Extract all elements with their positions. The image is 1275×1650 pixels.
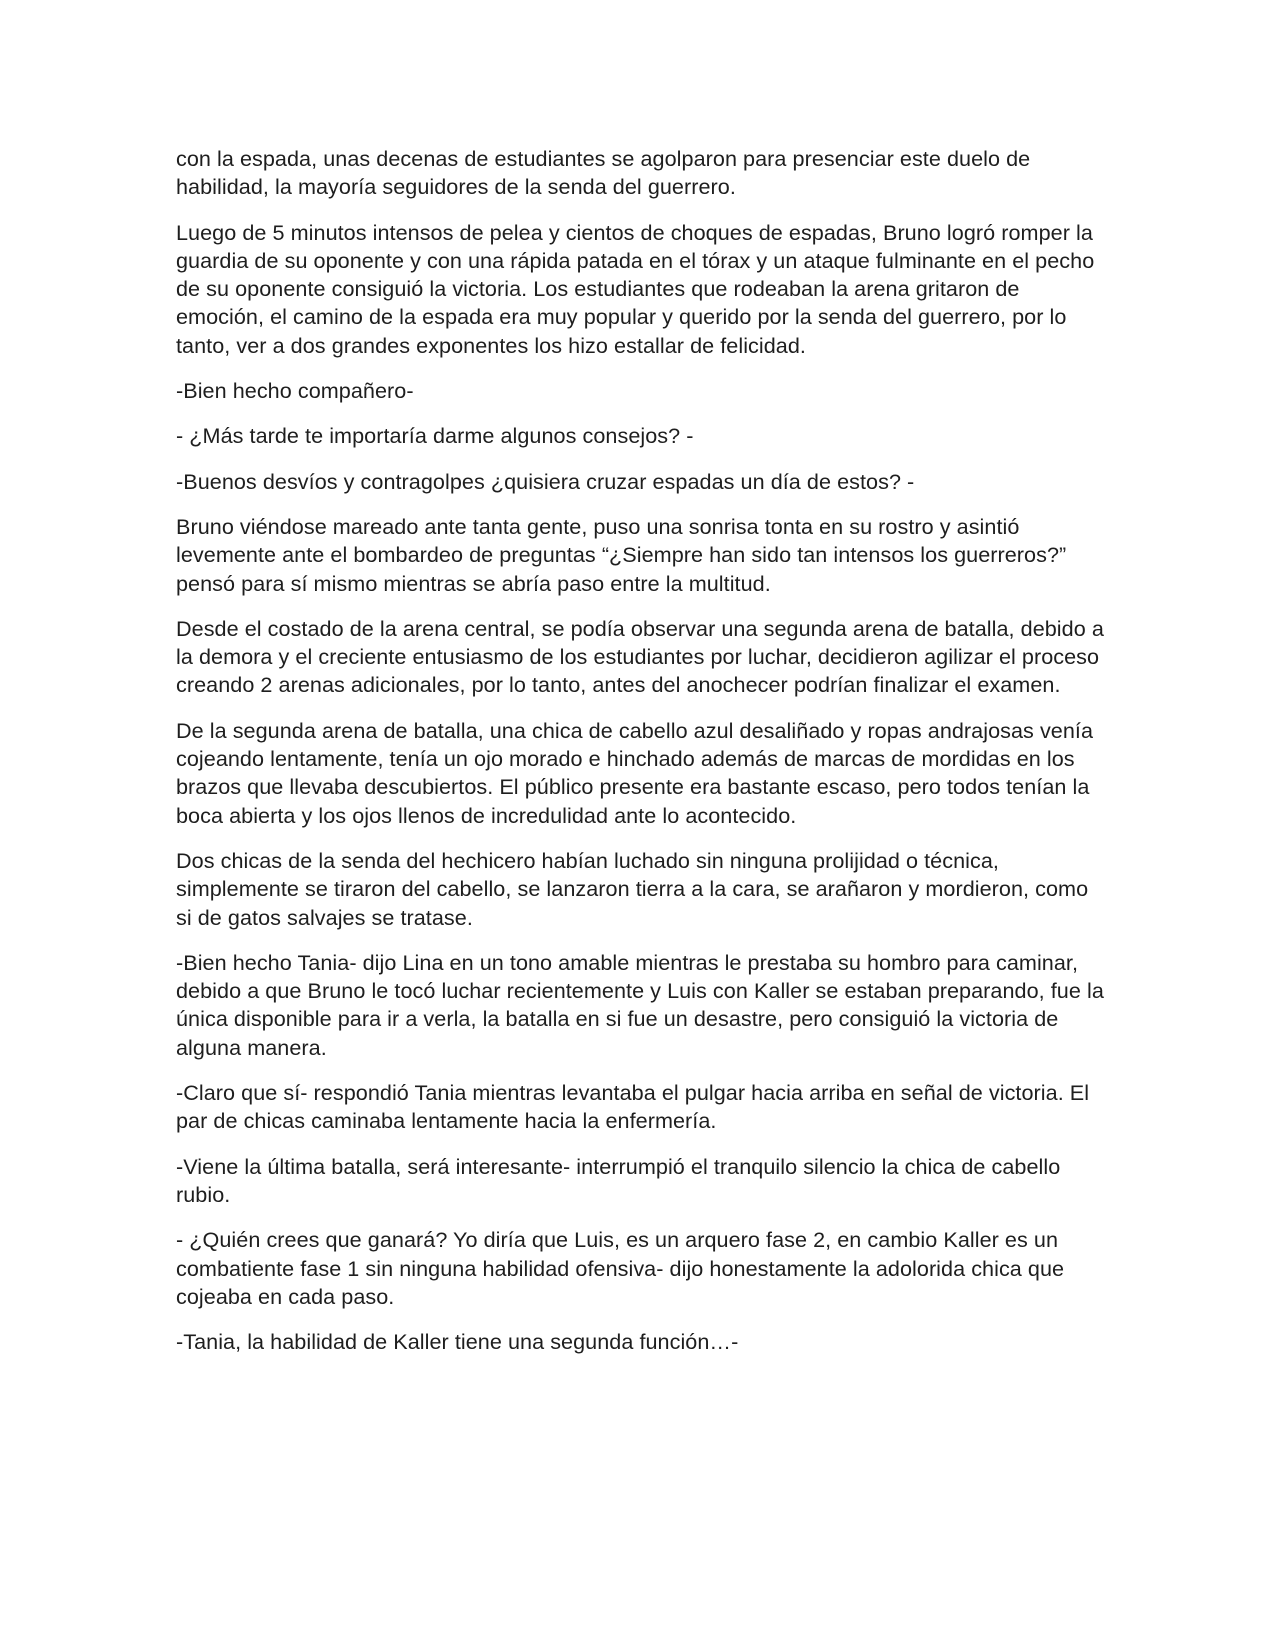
- paragraph: De la segunda arena de batalla, una chica de cabello azul desaliñado y ropas andrajosas venía cojeando lentamente, tenía un ojo morado e hinchado además de marcas de mordidas en los brazos que llevaba descubiertos. El público presente era bastante escaso, pero todos tenían la boca abierta y los ojos llenos de incredulidad ante lo acontecido.: [176, 717, 1094, 828]
- dialogue-line: - ¿Más tarde te importaría darme algunos consejos? -: [176, 423, 694, 449]
- paragraph: Luego de 5 minutos intensos de pelea y cientos de choques de espadas, Bruno logró romper la guardia de su oponente y con una rápida patada en el tórax y un ataque fulminante en el pecho de su oponente consiguió la victoria. Los estudiantes que rodeaban la arena gritaron de emoción, el camino de la espada era muy popular y querido por la senda del guerrero, por lo tanto, ver a dos grandes exponentes los hizo estallar de felicidad.: [176, 219, 1095, 358]
- dialogue-line: -Buenos desvíos y contragolpes ¿quisiera cruzar espadas un día de estos? -: [176, 468, 915, 494]
- paragraph: Dos chicas de la senda del hechicero habían luchado sin ninguna prolijidad o técnica, simplemente se tiraron del cabello, se lanzaron tierra a la cara, se arañaron y mordieron, como si de gatos salvajes se tratase.: [176, 847, 1089, 930]
- paragraph: Bruno viéndose mareado ante tanta gente, puso una sonrisa tonta en su rostro y asintió levemente ante el bombardeo de preguntas “¿Siempre han sido tan intensos los guerreros?” pensó para sí mismo mientras se abría paso entre la multitud.: [176, 513, 1067, 596]
- dialogue-line: -Bien hecho Tania- dijo Lina en un tono amable mientras le prestaba su hombro para caminar, debido a que Bruno le tocó luchar recientemente y Luis con Kaller se estaban preparando, fue la única disponible para ir a verla, la batalla en si fue un desastre, pero consiguió la victoria de alguna manera.: [176, 949, 1104, 1060]
- dialogue-line: -Claro que sí- respondió Tania mientras levantaba el pulgar hacia arriba en señal de victoria. El par de chicas caminaba lentamente hacia la enfermería.: [176, 1080, 1090, 1134]
- dialogue-line: -Bien hecho compañero-: [176, 378, 414, 404]
- dialogue-line: -Tania, la habilidad de Kaller tiene una segunda función…-: [176, 1329, 739, 1355]
- dialogue-line: - ¿Quién crees que ganará? Yo diría que Luis, es un arquero fase 2, en cambio Kaller es un combatiente fase 1 sin ninguna habilidad ofensiva- dijo honestamente la adolorida chica que cojeaba en cada paso.: [176, 1227, 1065, 1309]
- paragraph: Desde el costado de la arena central, se podía observar una segunda arena de batalla, debido a la demora y el creciente entusiasmo de los estudiantes por luchar, decidieron agilizar el proceso creando 2 arenas adicionales, por lo tanto, antes del anochecer podrían finalizar el examen.: [176, 615, 1104, 698]
- paragraph: con la espada, unas decenas de estudiantes se agolparon para presenciar este duelo de habilidad, la mayoría seguidores de la senda del guerrero.: [176, 146, 1031, 200]
- dialogue-line: -Viene la última batalla, será interesante- interrumpió el tranquilo silencio la chica de cabello rubio.: [176, 1153, 1061, 1207]
- body-text: [176, 145, 1106, 1373]
